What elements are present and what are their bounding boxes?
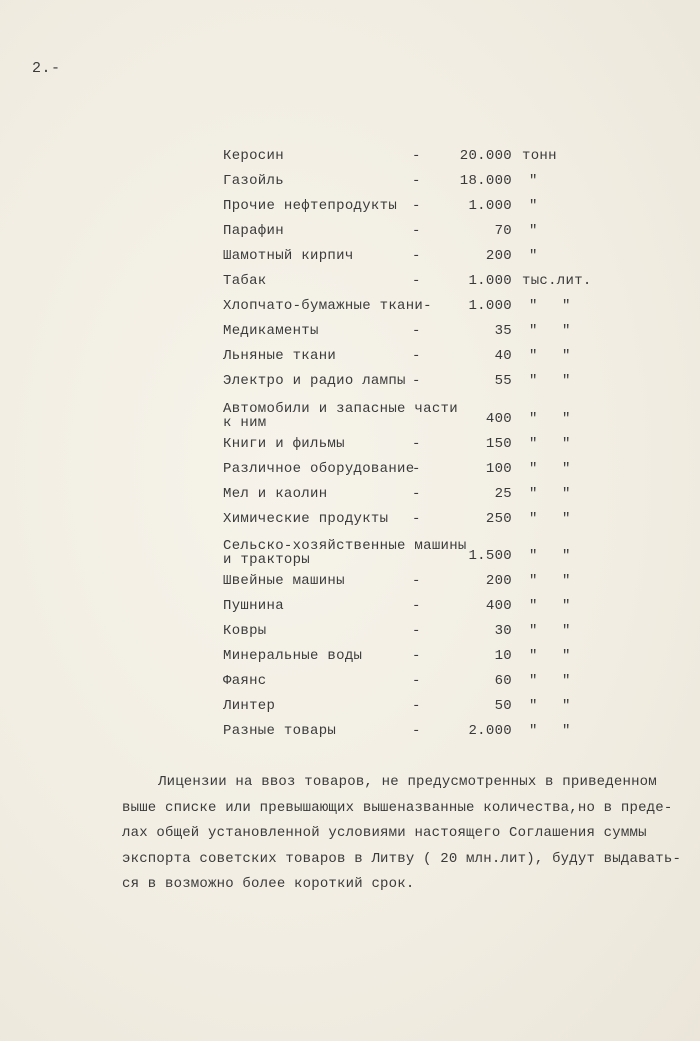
item-quantity: 1.000 [468,273,512,289]
item-name: Линтер [223,698,276,714]
list-item [0,148,700,172]
list-item [0,698,700,722]
list-item [0,198,700,222]
ditto-mark: " [562,511,571,527]
item-name: Разные товары [223,723,337,739]
item-quantity: 10 [494,648,512,664]
item-quantity: 30 [494,623,512,639]
item-name: Газойль [223,173,284,189]
item-dash: - [412,173,421,189]
ditto-mark: " [562,298,571,314]
list-item [0,723,700,747]
item-quantity: 40 [494,348,512,364]
item-dash: - [412,511,421,527]
item-dash: - [412,623,421,639]
list-item [0,539,700,569]
item-name: Хлопчато-бумажные ткани- [223,298,432,314]
item-name: Фаянс [223,673,267,689]
ditto-mark: " [529,511,538,527]
item-quantity: 1.000 [468,198,512,214]
item-quantity: 200 [485,248,512,264]
ditto-mark: " [529,723,538,739]
ditto-mark: " [529,598,538,614]
item-quantity: 20.000 [459,148,512,164]
ditto-mark: " [529,223,538,239]
list-item [0,598,700,622]
list-item [0,223,700,247]
item-name: Швейные машины [223,573,345,589]
item-dash: - [412,148,421,164]
item-dash: - [412,698,421,714]
ditto-mark: " [529,573,538,589]
ditto-mark: " [529,348,538,364]
list-item [0,402,700,432]
paragraph-line: лах общей установленной условиями настоящего Соглашения суммы [122,825,647,841]
item-dash: - [412,273,421,289]
item-dash: - [412,648,421,664]
ditto-mark: " [529,323,538,339]
item-dash: - [412,673,421,689]
item-name: Пушнина [223,598,284,614]
item-name-line: и тракторы [223,552,311,568]
ditto-mark: " [562,548,571,564]
ditto-mark: " [529,648,538,664]
list-item [0,273,700,297]
ditto-mark: " [562,673,571,689]
ditto-mark: " [562,573,571,589]
item-name: Медикаменты [223,323,319,339]
ditto-mark: " [529,486,538,502]
item-quantity: 25 [494,486,512,502]
ditto-mark: " [562,373,571,389]
item-name-line: к ним [223,415,267,431]
item-dash: - [412,461,421,477]
list-item [0,298,700,322]
list-item [0,511,700,535]
list-item [0,348,700,372]
item-quantity: 55 [494,373,512,389]
ditto-mark: " [529,623,538,639]
list-item [0,673,700,697]
ditto-mark: " [562,436,571,452]
item-unit: тыс.лит. [522,273,592,289]
item-unit: тонн [522,148,557,164]
paragraph-line: Лицензии на ввоз товаров, не предусмотренных в приведенном [158,774,657,790]
item-name: Электро и радио лампы [223,373,406,389]
item-name [223,402,458,430]
list-item [0,436,700,460]
item-dash: - [412,348,421,364]
ditto-mark: " [562,486,571,502]
item-quantity: 70 [494,223,512,239]
list-item [0,323,700,347]
ditto-mark: " [562,698,571,714]
ditto-mark: " [529,248,538,264]
item-dash: - [412,248,421,264]
ditto-mark: " [562,348,571,364]
item-dash: - [412,223,421,239]
item-quantity: 150 [485,436,512,452]
item-name: Ковры [223,623,267,639]
list-item [0,623,700,647]
paragraph-line: выше списке или превышающих вышеназванные количества,но в преде- [122,799,673,816]
ditto-mark: " [529,698,538,714]
ditto-mark: " [529,373,538,389]
item-name: Шамотный кирпич [223,248,354,264]
item-name: Мел и каолин [223,486,328,502]
item-quantity: 250 [485,511,512,527]
list-item [0,461,700,485]
item-name [223,539,467,567]
paragraph-line: ся в возможно более короткий срок. [122,876,415,892]
list-item [0,173,700,197]
item-quantity: 60 [494,673,512,689]
item-name: Химические продукты [223,511,389,527]
list-item [0,248,700,272]
list-item [0,373,700,397]
item-quantity: 50 [494,698,512,714]
item-name: Парафин [223,223,284,239]
item-quantity: 200 [485,573,512,589]
ditto-mark: " [562,461,571,477]
paragraph-line: экспорта советских товаров в Литву ( 20 млн.лит), будут выдавать- [122,850,682,867]
item-dash: - [412,436,421,452]
ditto-mark: " [529,548,538,564]
list-item [0,486,700,510]
item-quantity: 1.000 [468,298,512,314]
item-quantity: 1.500 [468,548,512,564]
ditto-mark: " [529,436,538,452]
ditto-mark: " [562,723,571,739]
page-number: 2.- [32,60,61,77]
ditto-mark: " [529,673,538,689]
item-dash: - [412,323,421,339]
item-quantity: 18.000 [459,173,512,189]
item-name: Табак [223,273,267,289]
ditto-mark: " [562,598,571,614]
item-name: Различное оборудование [223,461,415,477]
item-name: Льняные ткани [223,348,337,364]
item-name-line: Сельско-хозяйственные машины [223,538,467,554]
item-quantity: 400 [485,411,512,427]
ditto-mark: " [529,198,538,214]
ditto-mark: " [529,298,538,314]
ditto-mark: " [529,411,538,427]
item-dash: - [412,723,421,739]
item-name: Книги и фильмы [223,436,345,452]
item-quantity: 100 [485,461,512,477]
item-name-line: Автомобили и запасные части [223,401,458,417]
ditto-mark: " [562,623,571,639]
list-item [0,648,700,672]
ditto-mark: " [529,173,538,189]
item-quantity: 400 [485,598,512,614]
ditto-mark: " [562,648,571,664]
license-paragraph [122,770,682,898]
item-dash: - [412,373,421,389]
item-name: Керосин [223,148,284,164]
ditto-mark: " [562,323,571,339]
item-name: Минеральные воды [223,648,363,664]
ditto-mark: " [562,411,571,427]
ditto-mark: " [529,461,538,477]
item-quantity: 2.000 [468,723,512,739]
item-dash: - [412,598,421,614]
list-item [0,573,700,597]
item-dash: - [412,573,421,589]
item-dash: - [412,198,421,214]
item-quantity: 35 [494,323,512,339]
item-name: Прочие нефтепродукты [223,198,398,214]
item-dash: - [412,486,421,502]
